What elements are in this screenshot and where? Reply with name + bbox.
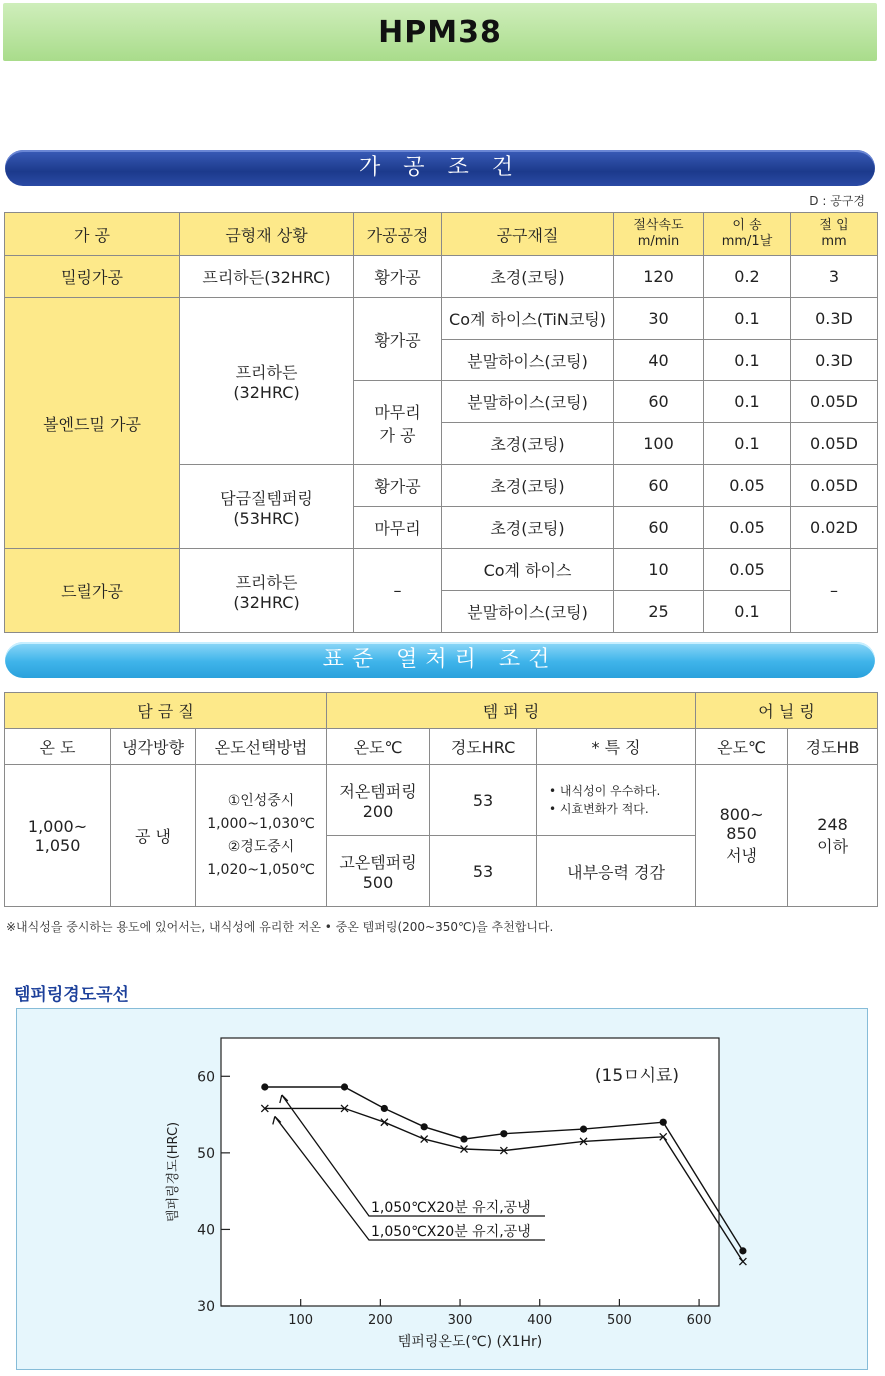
tool-cell: Co계 하이스(TiN코팅)	[442, 298, 614, 340]
sample-annotation: (15ㅁ시료)	[594, 1066, 680, 1086]
header-anneal-temp: 온도℃	[696, 729, 788, 765]
speed-cell: 60	[614, 381, 704, 423]
tool-diameter-note: D : 공구경	[809, 194, 865, 208]
step-cell: 마무리 가 공	[354, 381, 442, 465]
tempering-hardness-chart	[17, 1009, 867, 1369]
y-tick-label: 50	[197, 1145, 215, 1162]
depth-cell: 0.3D	[791, 340, 878, 381]
data-point	[580, 1126, 587, 1133]
header-quench-temp: 온 도	[5, 729, 111, 765]
depth-cell: 3	[791, 256, 878, 298]
table-row	[5, 298, 878, 340]
tool-cell: Co계 하이스	[442, 549, 614, 591]
feed-cell: 0.1	[704, 423, 791, 465]
y-tick-label: 30	[197, 1299, 215, 1315]
heat-treatment-heading: 표준 열처리 조건	[5, 642, 875, 678]
data-point	[421, 1123, 428, 1130]
step-cell: 마무리	[354, 507, 442, 549]
x-axis-label: 템퍼링온도(℃) (X1Hr)	[397, 1334, 543, 1350]
header-depth: 절 입 mm	[791, 213, 878, 256]
depth-cell: 0.05D	[791, 465, 878, 507]
process-ballend: 볼엔드밀 가공	[5, 298, 180, 549]
method-cell: ①인성중시 1,000~1,030℃ ②경도중시 1,020~1,050℃	[196, 765, 327, 907]
speed-cell: 40	[614, 340, 704, 381]
state-cell: 프리하든 (32HRC)	[180, 298, 354, 465]
header-hb: 경도HB	[788, 729, 878, 765]
feed-cell: 0.05	[704, 507, 791, 549]
data-point	[460, 1135, 467, 1142]
temper-high-cell: 고온템퍼링 500	[327, 836, 430, 907]
legend-label-2: 1,050℃X20분 유지,공냉	[371, 1224, 531, 1240]
state-cell: 프리하든(32HRC)	[180, 256, 354, 298]
tool-cell: 초경(코팅)	[442, 507, 614, 549]
speed-cell: 120	[614, 256, 704, 298]
page-title: HPM38	[378, 15, 502, 50]
hrc-low-cell: 53	[430, 765, 537, 836]
step-cell: –	[354, 549, 442, 633]
speed-cell: 60	[614, 465, 704, 507]
depth-cell: 0.02D	[791, 507, 878, 549]
data-point	[381, 1105, 388, 1112]
process-milling: 밀링가공	[5, 256, 180, 298]
data-point	[500, 1130, 507, 1137]
speed-cell: 25	[614, 591, 704, 633]
header-hrc: 경도HRC	[430, 729, 537, 765]
state-cell: 담금질템퍼링 (53HRC)	[180, 465, 354, 549]
header-feature: * 특 징	[537, 729, 696, 765]
machining-table	[4, 212, 878, 633]
table-row	[5, 765, 878, 836]
feed-cell: 0.05	[704, 465, 791, 507]
depth-cell: 0.05D	[791, 381, 878, 423]
quench-temp-cell: 1,000~ 1,050	[5, 765, 111, 907]
header-speed: 절삭속도 m/min	[614, 213, 704, 256]
x-tick-label: 400	[527, 1313, 553, 1328]
header-state: 금형재 상황	[180, 213, 354, 256]
data-point	[341, 1083, 348, 1090]
feature-high-cell: 내부응력 경감	[537, 836, 696, 907]
tool-cell: 분말하이스(코팅)	[442, 591, 614, 633]
feed-cell: 0.1	[704, 381, 791, 423]
legend-label-1: 1,050℃X20분 유지,공냉	[371, 1200, 531, 1216]
x-tick-label: 100	[288, 1313, 314, 1328]
depth-cell: 0.3D	[791, 298, 878, 340]
depth-cell: 0.05D	[791, 423, 878, 465]
x-tick-label: 200	[367, 1313, 393, 1328]
header-temper-temp: 온도℃	[327, 729, 430, 765]
feed-cell: 0.05	[704, 549, 791, 591]
tool-cell: 분말하이스(코팅)	[442, 381, 614, 423]
data-point	[261, 1083, 268, 1090]
temper-low-cell: 저온템퍼링 200	[327, 765, 430, 836]
header-step: 가공공정	[354, 213, 442, 256]
data-point	[739, 1258, 746, 1265]
speed-cell: 60	[614, 507, 704, 549]
title-bar	[3, 3, 877, 61]
tool-cell: 초경(코팅)	[442, 423, 614, 465]
group-tempering: 템 퍼 링	[327, 693, 696, 729]
chart-box	[16, 1008, 868, 1370]
y-tick-label: 40	[197, 1222, 215, 1239]
process-drill: 드릴가공	[5, 549, 180, 633]
feed-cell: 0.2	[704, 256, 791, 298]
speed-cell: 10	[614, 549, 704, 591]
group-annealing: 어 닐 링	[696, 693, 878, 729]
heat-treatment-table	[4, 692, 878, 907]
y-tick-label: 60	[197, 1069, 215, 1086]
state-cell: 프리하든 (32HRC)	[180, 549, 354, 633]
feed-cell: 0.1	[704, 340, 791, 381]
y-axis-label: 템퍼링경도(HRC)	[166, 1121, 181, 1223]
hb-cell: 248 이하	[788, 765, 878, 907]
cooling-cell: 공 냉	[111, 765, 196, 907]
header-cooling: 냉각방향	[111, 729, 196, 765]
chart-title: 템퍼링경도곡선	[14, 985, 129, 1005]
group-quenching: 담 금 질	[5, 693, 327, 729]
header-temp-method: 온도선택방법	[196, 729, 327, 765]
x-tick-label: 600	[686, 1313, 712, 1328]
x-tick-label: 500	[606, 1313, 632, 1328]
step-cell: 황가공	[354, 465, 442, 507]
anneal-temp-cell: 800~ 850 서냉	[696, 765, 788, 907]
hrc-high-cell: 53	[430, 836, 537, 907]
tool-cell: 분말하이스(코팅)	[442, 340, 614, 381]
speed-cell: 100	[614, 423, 704, 465]
step-cell: 황가공	[354, 256, 442, 298]
data-point	[660, 1119, 667, 1126]
feature-low-cell: • 내식성이 우수하다. • 시효변화가 적다.	[537, 765, 696, 836]
header-process: 가 공	[5, 213, 180, 256]
machining-heading: 가 공 조 건	[5, 150, 875, 186]
tool-cell: 초경(코팅)	[442, 465, 614, 507]
tool-cell: 초경(코팅)	[442, 256, 614, 298]
speed-cell: 30	[614, 298, 704, 340]
depth-cell: –	[791, 549, 878, 633]
data-point	[739, 1247, 746, 1254]
step-cell: 황가공	[354, 298, 442, 381]
table-row	[5, 549, 878, 591]
x-tick-label: 300	[447, 1313, 473, 1328]
table-row	[5, 256, 878, 298]
header-tool: 공구재질	[442, 213, 614, 256]
footnote: ※내식성을 중시하는 용도에 있어서는, 내식성에 유리한 저온 • 중온 템퍼링(200~350℃)을 추천합니다.	[6, 920, 554, 934]
feed-cell: 0.1	[704, 591, 791, 633]
feed-cell: 0.1	[704, 298, 791, 340]
header-feed: 이 송 mm/1날	[704, 213, 791, 256]
